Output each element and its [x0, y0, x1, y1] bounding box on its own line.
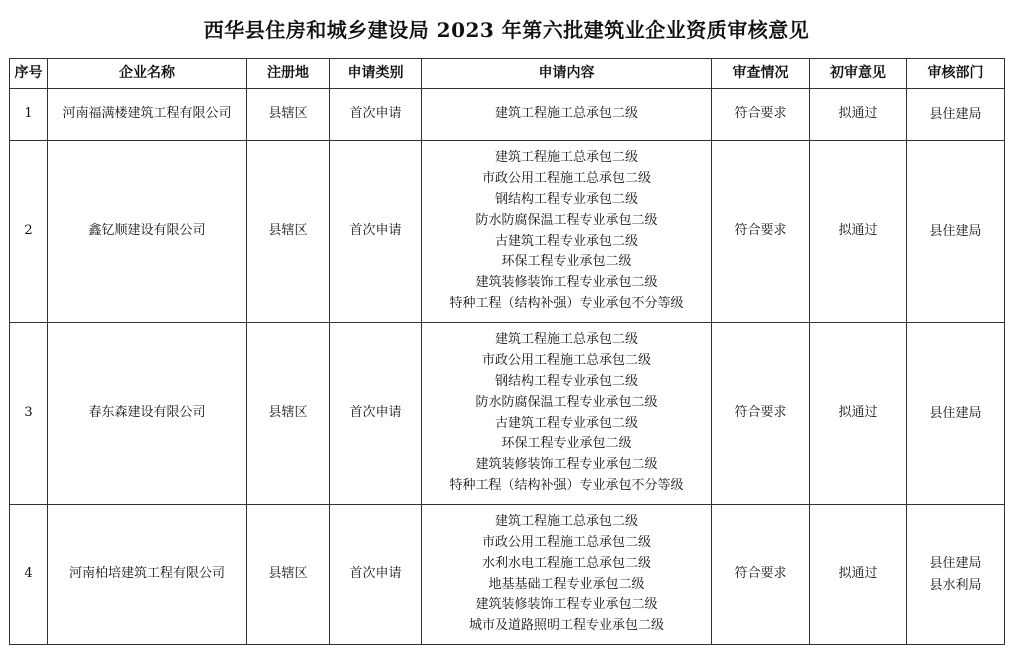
row-dept: [907, 505, 1005, 645]
content-line: 水利水电工程施工总承包二级: [481, 555, 651, 571]
content-line: 建筑工程施工总承包二级: [494, 106, 638, 122]
content-line: 城市及道路照明工程专业承包二级: [468, 618, 664, 634]
row-location: 县辖区: [247, 323, 330, 505]
content-line: 市政公用工程施工总承包二级: [481, 353, 651, 369]
row-content: [422, 89, 712, 141]
header-location: 注册地: [247, 59, 330, 89]
content-line: 古建筑工程专业承包二级: [494, 415, 638, 431]
content-line: 特种工程（结构补强）专业承包不分等级: [449, 477, 684, 493]
row-dept: [907, 141, 1005, 323]
content-line: 环保工程专业承包二级: [501, 436, 632, 452]
row-category: 首次申请: [330, 141, 422, 323]
row-no: 4: [10, 505, 48, 645]
row-review: 符合要求: [712, 505, 810, 645]
header-review: 审查情况: [712, 59, 810, 89]
content-line: 地基基础工程专业承包二级: [488, 576, 645, 592]
content-line: 市政公用工程施工总承包二级: [481, 171, 651, 187]
dept-line: 县住建局: [929, 106, 982, 122]
header-content: 申请内容: [422, 59, 712, 89]
dept-line: 县水利局: [929, 577, 982, 593]
table-row: [10, 323, 1005, 505]
row-company: 春东森建设有限公司: [48, 323, 247, 505]
table-row: [10, 89, 1005, 141]
content-line: 建筑装修装饰工程专业承包二级: [475, 457, 658, 473]
row-dept: [907, 323, 1005, 505]
row-category: 首次申请: [330, 89, 422, 141]
header-company: 企业名称: [48, 59, 247, 89]
row-opinion: 拟通过: [810, 505, 907, 645]
row-location: 县辖区: [247, 505, 330, 645]
qualification-table: [9, 58, 1005, 645]
document-title: 西华县住房和城乡建设局 2023 年第六批建筑业企业资质审核意见: [203, 18, 810, 42]
dept-line: 县住建局: [929, 223, 982, 239]
header-category: 申请类别: [330, 59, 422, 89]
content-line: 古建筑工程专业承包二级: [494, 233, 638, 249]
row-content: [422, 141, 712, 323]
content-line: 建筑工程施工总承包二级: [494, 150, 638, 166]
content-line: 建筑工程施工总承包二级: [494, 514, 638, 530]
header-no: 序号: [10, 59, 48, 89]
content-line: 特种工程（结构补强）专业承包不分等级: [449, 295, 684, 311]
row-opinion: 拟通过: [810, 89, 907, 141]
row-opinion: 拟通过: [810, 141, 907, 323]
dept-line: 县住建局: [929, 555, 982, 571]
row-content: [422, 323, 712, 505]
content-line: 钢结构工程专业承包二级: [494, 191, 638, 207]
row-no: 3: [10, 323, 48, 505]
row-company: 河南福满楼建筑工程有限公司: [48, 89, 247, 141]
row-location: 县辖区: [247, 89, 330, 141]
row-no: 1: [10, 89, 48, 141]
row-review: 符合要求: [712, 323, 810, 505]
table-row: [10, 505, 1005, 645]
content-line: 建筑装修装饰工程专业承包二级: [475, 275, 658, 291]
content-line: 市政公用工程施工总承包二级: [481, 534, 651, 550]
header-opinion: 初审意见: [810, 59, 907, 89]
row-content: [422, 505, 712, 645]
table-header-row: [10, 59, 1005, 89]
dept-line: 县住建局: [929, 405, 982, 421]
row-opinion: 拟通过: [810, 323, 907, 505]
content-line: 钢结构工程专业承包二级: [494, 373, 638, 389]
row-location: 县辖区: [247, 141, 330, 323]
row-company: 河南柏培建筑工程有限公司: [48, 505, 247, 645]
row-review: 符合要求: [712, 89, 810, 141]
row-category: 首次申请: [330, 323, 422, 505]
row-company: 鑫钇顺建设有限公司: [48, 141, 247, 323]
content-line: 环保工程专业承包二级: [501, 254, 632, 270]
row-category: 首次申请: [330, 505, 422, 645]
content-line: 防水防腐保温工程专业承包二级: [475, 394, 658, 410]
row-no: 2: [10, 141, 48, 323]
table-row: [10, 141, 1005, 323]
row-review: 符合要求: [712, 141, 810, 323]
content-line: 建筑工程施工总承包二级: [494, 332, 638, 348]
row-dept: [907, 89, 1005, 141]
content-line: 建筑装修装饰工程专业承包二级: [475, 597, 658, 613]
header-dept: 审核部门: [907, 59, 1005, 89]
content-line: 防水防腐保温工程专业承包二级: [475, 212, 658, 228]
